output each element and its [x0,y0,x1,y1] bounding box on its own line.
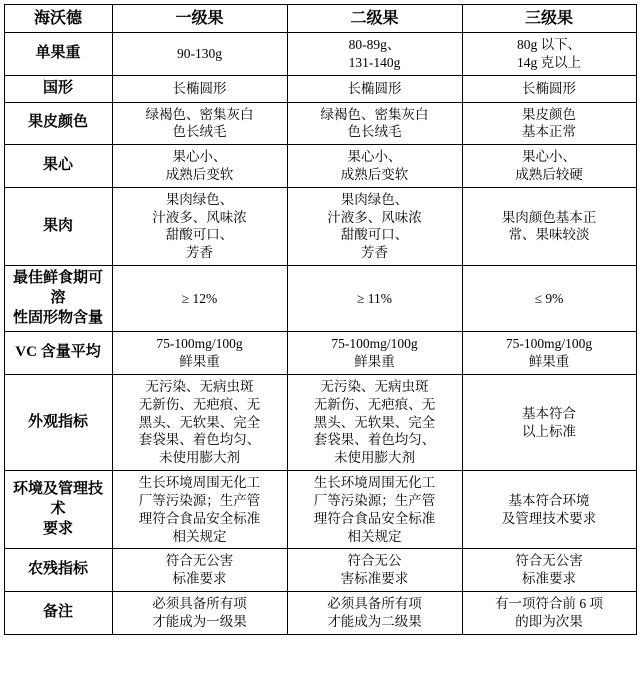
table-row [4,33,636,76]
table-cell: 生长环境周围无化工 厂等污染源；生产管 理符合食品安全标准 相关规定 [112,471,287,549]
row-label: 果心 [4,145,112,188]
table-cell: 符合无公害 标准要求 [462,549,636,592]
row-label: 国形 [4,75,112,102]
column-header-brand: 海沃德 [4,5,112,33]
table-row [4,75,636,102]
row-label: 单果重 [4,33,112,76]
table-cell: 80-89g、 131-140g [287,33,462,76]
table-cell: 有一项符合前 6 项 的即为次果 [462,591,636,634]
fruit-grade-table [4,4,637,635]
table-cell: 果心小、 成熟后较硬 [462,145,636,188]
row-label: 备注 [4,591,112,634]
table-row [4,375,636,471]
table-cell: 绿褐色、密集灰白 色长绒毛 [287,102,462,145]
table-cell: 无污染、无病虫斑 无新伤、无疤痕、无 黑头、无软果、完全 套袋果、着色均匀、 未使用膨大剂 [287,375,462,471]
table-cell: ≤ 9% [462,266,636,332]
table-body [4,5,636,635]
table-row [4,549,636,592]
table-cell: 基本符合环境 及管理技术要求 [462,471,636,549]
row-label: 农残指标 [4,549,112,592]
table-cell: 果肉绿色、 汁液多、风味浓 甜酸可口、 芳香 [112,187,287,265]
table-cell: 必须具备所有项 才能成为一级果 [112,591,287,634]
row-label: 环境及管理技术 要求 [4,471,112,549]
row-label: VC 含量平均 [4,332,112,375]
table-row [4,187,636,265]
column-header-grade-2: 二级果 [287,5,462,33]
table-cell: 80g 以下、 14g 克以上 [462,33,636,76]
table-cell: 无污染、无病虫斑 无新伤、无疤痕、无 黑头、无软果、完全 套袋果、着色均匀、 未使用膨大剂 [112,375,287,471]
table-cell: 90-130g [112,33,287,76]
table-row [4,591,636,634]
table-cell: 75-100mg/100g 鲜果重 [112,332,287,375]
table-cell: 必须具备所有项 才能成为二级果 [287,591,462,634]
table-cell: 基本符合 以上标准 [462,375,636,471]
table-cell: 长椭圆形 [112,75,287,102]
row-label: 外观指标 [4,375,112,471]
column-header-grade-1: 一级果 [112,5,287,33]
table-row [4,266,636,332]
table-cell: 符合无公 害标准要求 [287,549,462,592]
table-cell: 果肉颜色基本正 常、果味较淡 [462,187,636,265]
table-cell: 果肉绿色、 汁液多、风味浓 甜酸可口、 芳香 [287,187,462,265]
row-label: 果皮颜色 [4,102,112,145]
table-cell: 75-100mg/100g 鲜果重 [462,332,636,375]
table-cell: ≥ 11% [287,266,462,332]
table-cell: 果心小、 成熟后变软 [287,145,462,188]
table-cell: 果心小、 成熟后变软 [112,145,287,188]
table-cell: ≥ 12% [112,266,287,332]
table-row [4,145,636,188]
column-header-grade-3: 三级果 [462,5,636,33]
row-label: 最佳鲜食期可溶 性固形物含量 [4,266,112,332]
row-label: 果肉 [4,187,112,265]
table-header-row [4,5,636,33]
table-cell: 绿褐色、密集灰白 色长绒毛 [112,102,287,145]
table-cell: 符合无公害 标准要求 [112,549,287,592]
table-row [4,471,636,549]
table-cell: 果皮颜色 基本正常 [462,102,636,145]
table-cell: 生长环境周围无化工 厂等污染源；生产管 理符合食品安全标准 相关规定 [287,471,462,549]
table-row [4,102,636,145]
table-cell: 长椭圆形 [462,75,636,102]
table-row [4,332,636,375]
table-cell: 75-100mg/100g 鲜果重 [287,332,462,375]
table-cell: 长椭圆形 [287,75,462,102]
